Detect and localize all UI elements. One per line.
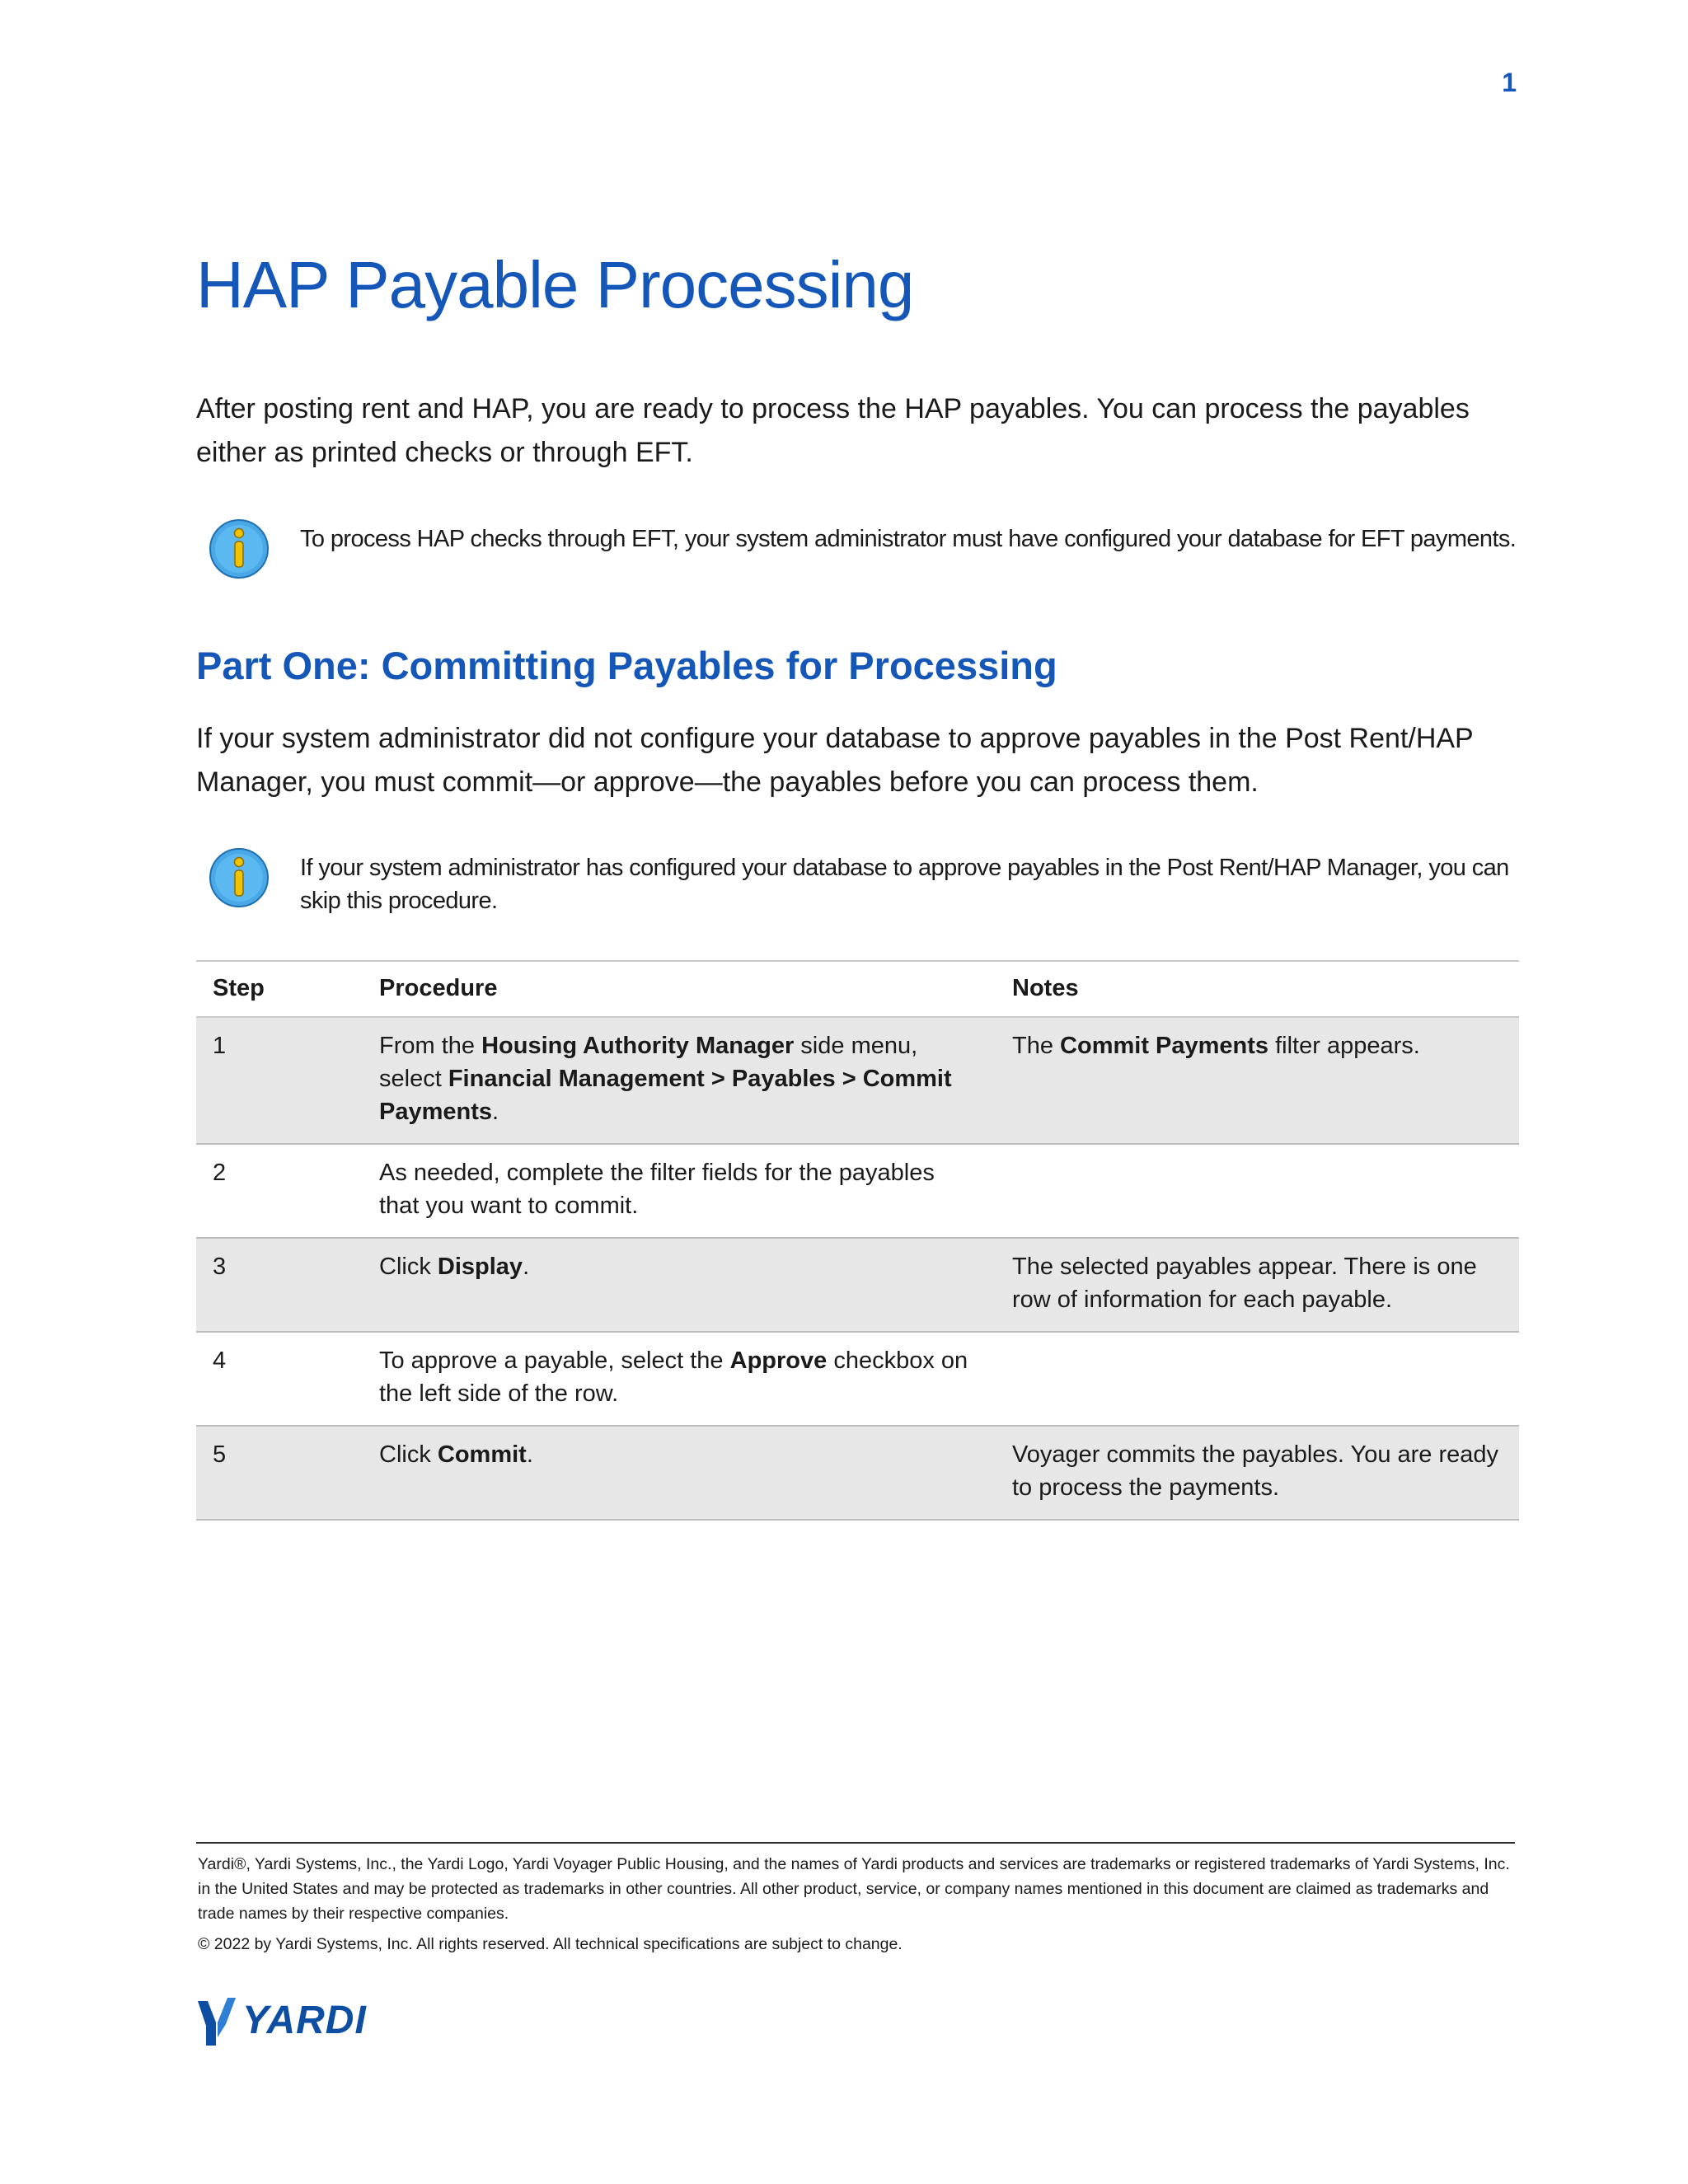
- cell-notes: [996, 1426, 1519, 1520]
- table-header-row: [196, 961, 1519, 1017]
- table-row: [196, 1426, 1519, 1520]
- text-run: .: [492, 1099, 499, 1125]
- yardi-logo: [196, 1994, 367, 2046]
- cell-step: 2: [196, 1144, 363, 1238]
- text-run: From the: [379, 1033, 482, 1059]
- footer-copyright: © 2022 by Yardi Systems, Inc. All rights reserved. All technical specifications are subject to change.: [198, 1935, 903, 1953]
- bold-term: Display: [437, 1254, 523, 1280]
- section-heading: Part One: Committing Payables for Processing: [196, 644, 1057, 687]
- logo-wordmark: YARDI: [242, 1998, 367, 2042]
- text-run: Click: [379, 1254, 438, 1280]
- page-title: HAP Payable Processing: [196, 248, 914, 321]
- cell-notes: [996, 1238, 1519, 1332]
- text-run: .: [526, 1441, 533, 1468]
- cell-procedure: [363, 1426, 996, 1520]
- table-row: [196, 1144, 1519, 1238]
- section-intro: If your system administrator did not configure your database to approve payables in the Post Rent/HAP Manager, you must commit—or approve—the payables before you can process them.: [196, 723, 1474, 798]
- text-run: The: [1012, 1033, 1061, 1059]
- cell-step: 1: [196, 1017, 363, 1144]
- page-number: 1: [1502, 68, 1517, 97]
- info-icon: [208, 518, 270, 580]
- cell-notes: [996, 1017, 1519, 1144]
- text-run: side menu, select: [379, 1033, 918, 1092]
- info-icon: [208, 846, 270, 909]
- note-eft: [196, 518, 1531, 580]
- cell-notes: [996, 1332, 1519, 1426]
- procedure-table: [196, 960, 1519, 1521]
- cell-procedure: [363, 1144, 996, 1238]
- bold-term: Housing Authority Manager: [481, 1033, 795, 1059]
- note-skip-procedure: [196, 846, 1531, 917]
- text-run: Voyager commits the payables. You are ready to process the payments.: [1012, 1441, 1499, 1501]
- cell-step: 4: [196, 1332, 363, 1426]
- table-row: [196, 1238, 1519, 1332]
- text-run: To approve a payable, select the: [379, 1347, 730, 1374]
- table-row: [196, 1017, 1519, 1144]
- text-run: As needed, complete the filter fields for the payables that you want to commit.: [379, 1160, 935, 1219]
- text-run: checkbox on the left side of the row.: [379, 1347, 968, 1407]
- cell-procedure: [363, 1332, 996, 1426]
- cell-procedure: [363, 1238, 996, 1332]
- text-run: .: [523, 1254, 530, 1280]
- table-body: [196, 1017, 1519, 1520]
- header-step: Step: [196, 961, 363, 1017]
- cell-step: 5: [196, 1426, 363, 1520]
- footer-legal-text: Yardi®, Yardi Systems, Inc., the Yardi Logo, Yardi Voyager Public Housing, and the names of Yardi products and services are trademarks or registered trademarks of Yardi Systems, Inc. in the United States and may be protected as trademarks in other countries. All other product, service, or company names mentioned in this document are claimed as trademarks and trade names by their respective companies.: [198, 1855, 1510, 1923]
- text-run: Click: [379, 1441, 438, 1468]
- cell-step: 3: [196, 1238, 363, 1332]
- header-procedure: Procedure: [363, 961, 996, 1017]
- yardi-logo-mark: [196, 1994, 236, 2046]
- text-run: The selected payables appear. There is one row of information for each payable.: [1012, 1254, 1477, 1313]
- footer-divider: [196, 1842, 1515, 1844]
- bold-term: Commit Payments: [1060, 1033, 1269, 1059]
- header-notes: Notes: [996, 961, 1519, 1017]
- table-row: [196, 1332, 1519, 1426]
- bold-term: Financial Management > Payables > Commit Payments: [379, 1066, 952, 1125]
- text-run: filter appears.: [1268, 1033, 1420, 1059]
- intro-paragraph: After posting rent and HAP, you are ready to process the HAP payables. You can process the payables either as printed checks or through EFT.: [196, 393, 1470, 468]
- bold-term: Commit: [437, 1441, 527, 1468]
- note-text: To process HAP checks through EFT, your system administrator must have configured your database for EFT payments.: [300, 526, 1517, 552]
- bold-term: Approve: [729, 1347, 828, 1374]
- cell-notes: [996, 1144, 1519, 1238]
- note-text: If your system administrator has configured your database to approve payables in the Post Rent/HAP Manager, you can skip this procedure.: [300, 855, 1509, 914]
- cell-procedure: [363, 1017, 996, 1144]
